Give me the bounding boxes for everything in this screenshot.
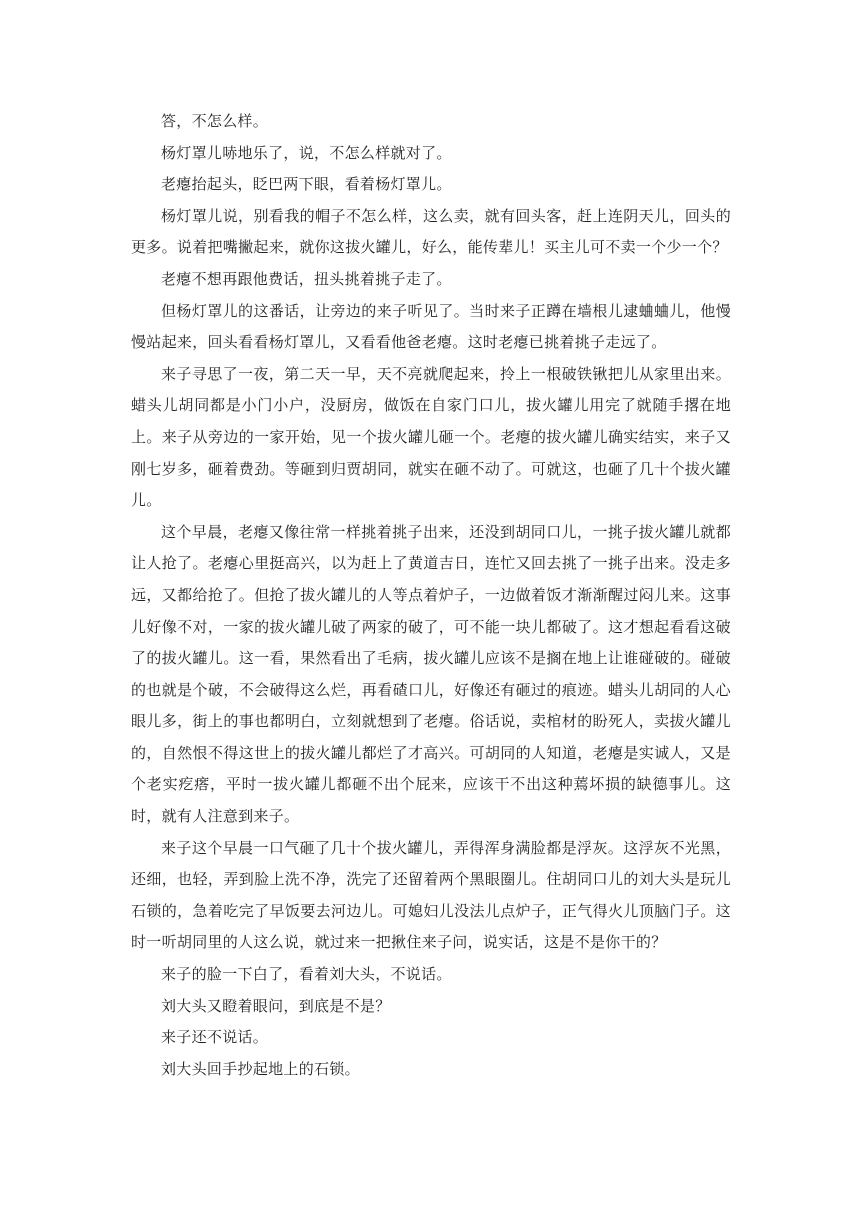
paragraph: 答，不怎么样。 <box>161 112 269 130</box>
paragraph: 杨灯罩儿哧地乐了，说，不怎么样就对了。 <box>161 143 452 162</box>
paragraph: 来子的脸一下白了，看着刘大头，不说话。 <box>161 965 452 984</box>
paragraph: 但杨灯罩儿的这番话，让旁边的来子听见了。当时来子正蹲在墙根儿逮蛐蛐儿，他慢慢站起来，回头看看杨灯罩儿，又看看他爸老瘪。这时老瘪已挑着挑子走远了。 <box>131 301 731 352</box>
paragraph: 刘大头又瞪着眼问，到底是不是？ <box>161 996 391 1015</box>
paragraph: 刘大头回手抄起地上的石锁。 <box>161 1059 360 1078</box>
document-body <box>131 106 731 1085</box>
paragraph: 来子这个早晨一口气砸了几十个拔火罐儿，弄得浑身满脸都是浮灰。这浮灰不光黑，还细，也轻，弄到脸上洗不净，洗完了还留着两个黑眼圈儿。住胡同口儿的刘大头是玩儿石锁的，急着吃完了早饭要去河边儿。可媳妇儿没法儿点炉子，正气得火儿顶脑门子。这时一听胡同里的人这么说，就过来一把揪住来子问，说实话，这是不是你干的？ <box>131 838 731 952</box>
paragraph: 这个早晨，老瘪又像往常一样挑着挑子出来，还没到胡同口儿，一挑子拔火罐儿就都让人抢了。老瘪心里挺高兴，以为赶上了黄道吉日，连忙又回去挑了一挑子出来。没走多远，又都给抢了。但抢了拔火罐儿的人等点着炉子，一边做着饭才渐渐醒过闷儿来。这事儿好像不对，一家的拔火罐儿破了两家的破了，可不能一块儿都破了。这才想起看看这破了的拔火罐儿。这一看，果然看出了毛病，拔火罐儿应该不是搁在地上让谁碰破的。碰破的也就是个破，不会破得这么烂，再看碴口儿，好像还有砸过的痕迹。蜡头儿胡同的人心眼儿多，街上的事也都明白，立刻就想到了老瘪。俗话说，卖棺材的盼死人，卖拔火罐儿的，自然恨不得这世上的拔火罐儿都烂了才高兴。可胡同的人知道，老瘪是实诚人，又是个老实疙瘩，平时一拔火罐儿都砸不出个屁来，应该干不出这种蔫坏损的缺德事儿。这时，就有人注意到来子。 <box>131 522 731 826</box>
paragraph: 老瘪抬起头，眨巴两下眼，看着杨灯罩儿。 <box>161 175 452 194</box>
paragraph: 来子寻思了一夜，第二天一早，天不亮就爬起来，拎上一根破铁锹把儿从家里出来。蜡头儿胡同都是小门小户，没厨房，做饭在自家门口儿，拔火罐儿用完了就随手撂在地上。来子从旁边的一家开始，见一个拔火罐儿砸一个。老瘪的拔火罐儿确实结实，来子又刚七岁多，砸着费劲。等砸到归贾胡同，就实在砸不动了。可就这，也砸了几十个拔火罐儿。 <box>131 364 731 510</box>
paragraph: 老瘪不想再跟他费话，扭头挑着挑子走了。 <box>161 269 452 288</box>
paragraph: 杨灯罩儿说，别看我的帽子不怎么样，这么卖，就有回头客，赶上连阴天儿，回头的更多。说着把嘴撇起来，就你这拔火罐儿，好么，能传辈儿！买主儿可不卖一个少一个？ <box>131 206 731 257</box>
paragraph: 来子还不说话。 <box>161 1028 269 1047</box>
